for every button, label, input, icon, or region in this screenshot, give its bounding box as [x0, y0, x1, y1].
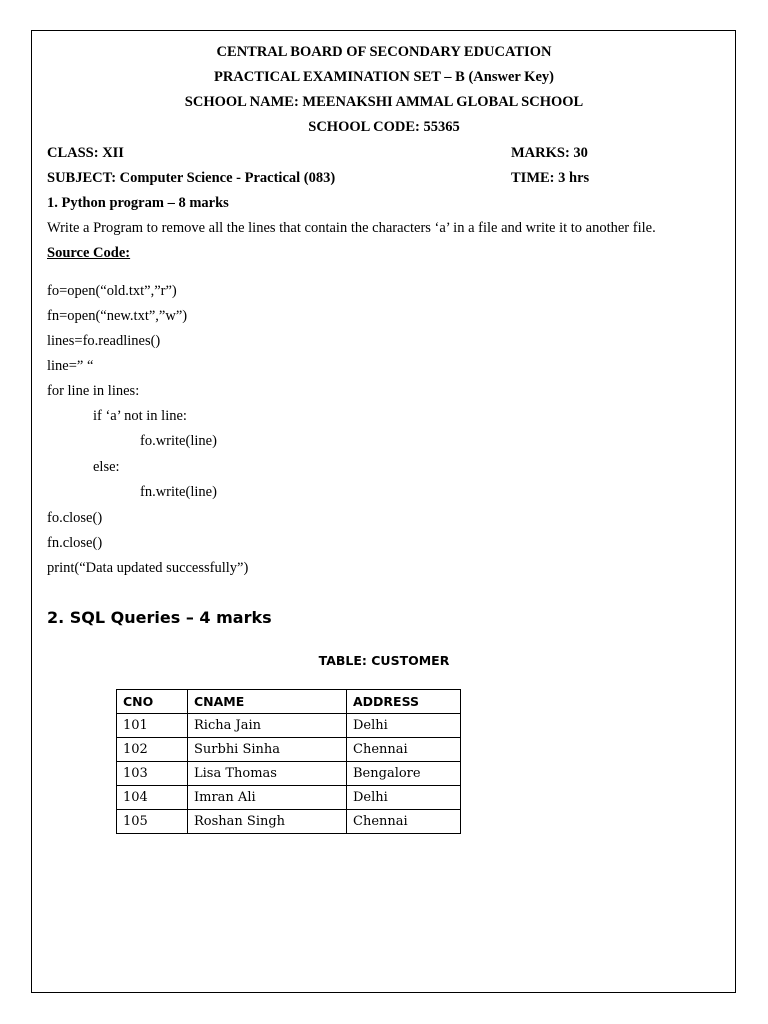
- table-row: [117, 786, 461, 810]
- cell-address: Delhi: [347, 786, 461, 810]
- exam-title: PRACTICAL EXAMINATION SET – B (Answer Key): [214, 69, 554, 85]
- table-header-row: [117, 690, 461, 714]
- customer-table: [116, 689, 461, 834]
- column-header-address: ADDRESS: [347, 690, 461, 714]
- code-line: fn.write(line): [140, 484, 217, 500]
- code-line: fo.write(line): [140, 433, 217, 449]
- q2-heading: 2. SQL Queries – 4 marks: [47, 608, 272, 627]
- board-title: CENTRAL BOARD OF SECONDARY EDUCATION: [216, 44, 552, 60]
- school-code: SCHOOL CODE: 55365: [308, 119, 460, 135]
- cell-address: Chennai: [347, 810, 461, 834]
- table-row: [117, 810, 461, 834]
- column-header-cno: CNO: [117, 690, 188, 714]
- source-code-label: Source Code:: [47, 245, 131, 261]
- cell-cno: 101: [117, 714, 188, 738]
- cell-cno: 105: [117, 810, 188, 834]
- cell-cno: 104: [117, 786, 188, 810]
- marks-label: MARKS: 30: [511, 145, 588, 161]
- column-header-cname: CNAME: [188, 690, 347, 714]
- cell-cname: Imran Ali: [188, 786, 347, 810]
- q1-question: Write a Program to remove all the lines that contain the characters ‘a’ in a file and write it to another file.: [47, 220, 656, 236]
- table-row: [117, 738, 461, 762]
- cell-address: Bengalore: [347, 762, 461, 786]
- school-name: SCHOOL NAME: MEENAKSHI AMMAL GLOBAL SCHOOL: [184, 94, 584, 110]
- cell-address: Chennai: [347, 738, 461, 762]
- code-line: fo=open(“old.txt”,”r”): [47, 283, 177, 299]
- code-line: line=” “: [47, 358, 94, 374]
- code-line: fn.close(): [47, 535, 103, 551]
- code-line: if ‘a’ not in line:: [93, 408, 187, 424]
- code-line: fo.close(): [47, 510, 103, 526]
- cell-cno: 103: [117, 762, 188, 786]
- code-line: else:: [93, 459, 120, 475]
- cell-cno: 102: [117, 738, 188, 762]
- code-line: lines=fo.readlines(): [47, 333, 161, 349]
- time-label: TIME: 3 hrs: [511, 170, 590, 186]
- cell-cname: Surbhi Sinha: [188, 738, 347, 762]
- cell-cname: Richa Jain: [188, 714, 347, 738]
- code-line: print(“Data updated successfully”): [47, 560, 249, 576]
- q1-heading: 1. Python program – 8 marks: [47, 195, 229, 211]
- cell-cname: Lisa Thomas: [188, 762, 347, 786]
- table-title: TABLE: CUSTOMER: [318, 653, 450, 668]
- subject-label: SUBJECT: Computer Science - Practical (083): [47, 170, 336, 186]
- code-line: fn=open(“new.txt”,”w”): [47, 308, 188, 324]
- table-row: [117, 762, 461, 786]
- code-line: for line in lines:: [47, 383, 140, 399]
- cell-address: Delhi: [347, 714, 461, 738]
- class-label: CLASS: XII: [47, 145, 124, 161]
- table-row: [117, 714, 461, 738]
- cell-cname: Roshan Singh: [188, 810, 347, 834]
